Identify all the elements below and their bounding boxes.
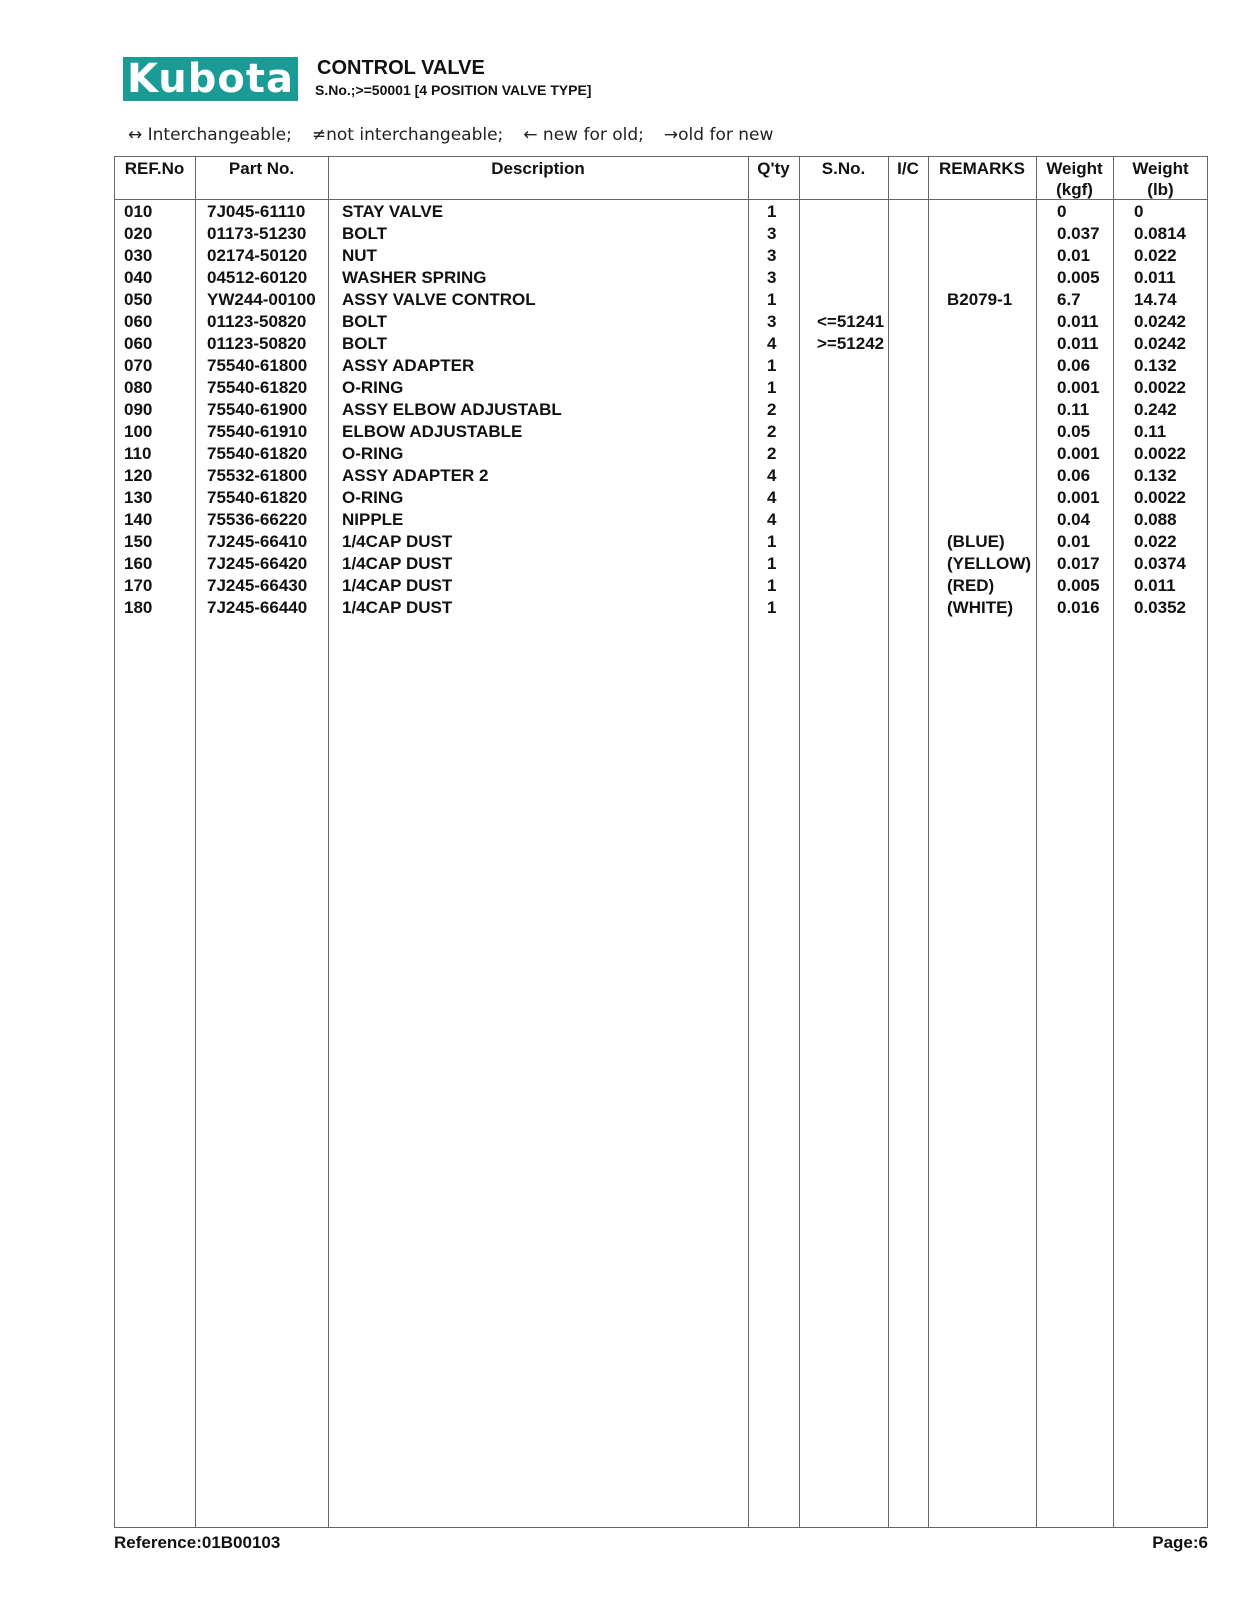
part-number-cell: YW244-00100	[207, 290, 316, 309]
quantity-cell: 3	[767, 246, 777, 265]
part-number-cell: 75536-66220	[207, 510, 308, 529]
description-cell: ASSY ADAPTER	[342, 356, 475, 375]
description-cell: STAY VALVE	[342, 202, 444, 221]
part-number-cell: 75540-61800	[207, 356, 308, 375]
quantity-cell: 1	[767, 290, 777, 309]
quantity-cell: 1	[767, 356, 777, 375]
quantity-cell: 2	[767, 400, 777, 419]
table-row	[114, 267, 1208, 289]
description-cell: 1/4CAP DUST	[342, 576, 453, 595]
description-cell: ELBOW ADJUSTABLE	[342, 422, 523, 441]
part-number-cell: 7J045-61110	[207, 202, 306, 221]
ref-cell: 090	[124, 400, 153, 419]
quantity-cell: 4	[767, 488, 777, 507]
description-cell: ASSY ADAPTER 2	[342, 466, 489, 485]
table-row	[114, 575, 1208, 597]
legend-not-interchangeable: ≠not interchangeable;	[311, 125, 504, 145]
interchangeability-legend	[128, 125, 793, 145]
table-row	[114, 487, 1208, 509]
quantity-cell: 3	[767, 224, 777, 243]
weight-lb-cell: 0.132	[1134, 356, 1177, 375]
weight-lb-label: Weight	[1132, 159, 1189, 178]
weight-kgf-cell: 0.04	[1057, 510, 1091, 529]
quantity-cell: 1	[767, 202, 777, 221]
weight-lb-cell: 0.0242	[1134, 312, 1186, 331]
ref-cell: 030	[124, 246, 153, 265]
ref-cell: 140	[124, 510, 153, 529]
table-row	[114, 377, 1208, 399]
ref-cell: 150	[124, 532, 153, 551]
part-number-cell: 75540-61820	[207, 488, 308, 507]
weight-kgf-cell: 0.001	[1057, 378, 1100, 397]
part-number-cell: 7J245-66440	[207, 598, 308, 617]
part-number-cell: 01123-50820	[207, 312, 307, 331]
kubota-logo: Kubota	[123, 57, 298, 101]
part-number-cell: 75532-61800	[207, 466, 308, 485]
weight-kgf-cell: 0.037	[1057, 224, 1100, 243]
table-row	[114, 289, 1208, 311]
weight-kgf-cell: 0.06	[1057, 356, 1091, 375]
weight-kgf-cell: 0.01	[1057, 246, 1091, 265]
weight-kgf-cell: 0.011	[1057, 312, 1099, 331]
quantity-cell: 1	[767, 378, 777, 397]
ref-cell: 060	[124, 312, 153, 331]
description-cell: ASSY VALVE CONTROL	[342, 290, 536, 309]
weight-kgf-cell: 0.001	[1057, 488, 1100, 507]
table-row	[114, 223, 1208, 245]
table-row	[114, 465, 1208, 487]
quantity-cell: 4	[767, 510, 777, 529]
weight-lb-cell: 0.011	[1134, 268, 1176, 287]
part-number-cell: 01173-51230	[207, 224, 307, 243]
page-number: Page:6	[1152, 1533, 1208, 1552]
column-header-description: Description	[491, 159, 585, 178]
weight-lb-cell: 0.011	[1134, 576, 1176, 595]
weight-kgf-cell: 0.017	[1057, 554, 1100, 573]
weight-lb-cell: 14.74	[1134, 290, 1177, 309]
ref-cell: 060	[124, 334, 153, 353]
description-cell: WASHER SPRING	[342, 268, 487, 287]
serial-number-cell: <=51241	[817, 312, 885, 331]
weight-kgf-cell: 0.005	[1057, 576, 1100, 595]
column-header-sno: S.No.	[821, 159, 866, 178]
quantity-cell: 3	[767, 312, 777, 331]
remarks-cell: (WHITE)	[947, 598, 1014, 617]
table-row	[114, 333, 1208, 355]
remarks-cell: B2079-1	[947, 290, 1013, 309]
weight-kgf-cell: 0.005	[1057, 268, 1100, 287]
ref-cell: 180	[124, 598, 153, 617]
ref-cell: 110	[124, 444, 152, 463]
description-cell: NUT	[342, 246, 377, 265]
description-cell: ASSY ELBOW ADJUSTABL	[342, 400, 562, 419]
description-cell: BOLT	[342, 334, 388, 353]
part-number-cell: 02174-50120	[207, 246, 308, 265]
weight-lb-cell: 0.0022	[1134, 488, 1186, 507]
part-number-cell: 7J245-66420	[207, 554, 308, 573]
table-row	[114, 443, 1208, 465]
remarks-cell: (YELLOW)	[947, 554, 1032, 573]
weight-lb-cell: 0.022	[1134, 246, 1177, 265]
quantity-cell: 1	[767, 576, 777, 595]
weight-lb-cell: 0.0242	[1134, 334, 1186, 353]
column-header-part: Part No.	[228, 159, 295, 178]
weight-kgf-label: Weight	[1046, 159, 1103, 178]
serial-number-cell: >=51242	[817, 334, 885, 353]
column-header-qty: Q'ty	[757, 159, 790, 178]
weight-lb-cell: 0.132	[1134, 466, 1177, 485]
description-cell: 1/4CAP DUST	[342, 598, 453, 617]
quantity-cell: 1	[767, 532, 777, 551]
table-row	[114, 355, 1208, 377]
weight-lb-cell: 0.0814	[1134, 224, 1186, 243]
weight-lb-cell: 0.11	[1134, 422, 1167, 441]
table-row	[114, 245, 1208, 267]
weight-lb-cell: 0.0022	[1134, 444, 1186, 463]
page-title: CONTROL VALVE	[317, 57, 485, 79]
ref-cell: 120	[124, 466, 153, 485]
ref-cell: 160	[124, 554, 153, 573]
table-row	[114, 531, 1208, 553]
quantity-cell: 2	[767, 444, 777, 463]
ref-cell: 080	[124, 378, 153, 397]
weight-lb-cell: 0.022	[1134, 532, 1177, 551]
table-row	[114, 509, 1208, 531]
table-row	[114, 597, 1208, 619]
weight-lb-cell: 0.0374	[1134, 554, 1186, 573]
column-header-weight-kgf	[1036, 158, 1113, 200]
table-row	[114, 421, 1208, 443]
table-row	[114, 399, 1208, 421]
weight-kgf-unit: (kgf)	[1056, 180, 1093, 199]
remarks-cell: (BLUE)	[947, 532, 1005, 551]
ref-cell: 130	[124, 488, 153, 507]
part-number-cell: 01123-50820	[207, 334, 307, 353]
ref-cell: 170	[124, 576, 153, 595]
remarks-cell: (RED)	[947, 576, 995, 595]
quantity-cell: 1	[767, 598, 777, 617]
column-header-ref: REF.No	[124, 159, 185, 178]
ref-cell: 020	[124, 224, 153, 243]
weight-kgf-cell: 0.05	[1057, 422, 1091, 441]
description-cell: 1/4CAP DUST	[342, 554, 453, 573]
quantity-cell: 4	[767, 466, 777, 485]
ref-cell: 050	[124, 290, 153, 309]
table-row	[114, 553, 1208, 575]
description-cell: O-RING	[342, 378, 404, 397]
weight-kgf-cell: 0.016	[1057, 598, 1100, 617]
ref-cell: 040	[124, 268, 153, 287]
parts-table-body	[114, 201, 1208, 619]
part-number-cell: 04512-60120	[207, 268, 308, 287]
weight-lb-unit: (lb)	[1147, 180, 1174, 199]
quantity-cell: 1	[767, 554, 777, 573]
weight-kgf-cell: 0.001	[1057, 444, 1100, 463]
description-cell: 1/4CAP DUST	[342, 532, 453, 551]
table-row	[114, 311, 1208, 333]
quantity-cell: 4	[767, 334, 777, 353]
weight-kgf-cell: 0	[1057, 202, 1067, 221]
weight-lb-cell: 0.088	[1134, 510, 1177, 529]
table-row	[114, 201, 1208, 223]
weight-kgf-cell: 0.11	[1057, 400, 1090, 419]
weight-lb-cell: 0.242	[1134, 400, 1177, 419]
part-number-cell: 7J245-66430	[207, 576, 308, 595]
weight-lb-cell: 0.0352	[1134, 598, 1186, 617]
part-number-cell: 75540-61820	[207, 378, 308, 397]
part-number-cell: 7J245-66410	[207, 532, 308, 551]
weight-lb-cell: 0.0022	[1134, 378, 1186, 397]
column-header-remarks: REMARKS	[939, 159, 1025, 178]
ref-cell: 100	[124, 422, 153, 441]
description-cell: O-RING	[342, 444, 404, 463]
ref-cell: 010	[124, 202, 153, 221]
page-subtitle: S.No.;>=50001 [4 POSITION VALVE TYPE]	[315, 82, 592, 98]
weight-kgf-cell: 0.01	[1057, 532, 1091, 551]
part-number-cell: 75540-61910	[207, 422, 308, 441]
ref-cell: 070	[124, 356, 153, 375]
weight-lb-cell: 0	[1134, 202, 1144, 221]
quantity-cell: 2	[767, 422, 777, 441]
part-number-cell: 75540-61900	[207, 400, 308, 419]
description-cell: BOLT	[342, 312, 388, 331]
description-cell: O-RING	[342, 488, 404, 507]
weight-kgf-cell: 0.06	[1057, 466, 1091, 485]
column-header-ic: I/C	[897, 159, 919, 178]
weight-kgf-cell: 6.7	[1057, 290, 1081, 309]
reference-number: Reference:01B00103	[114, 1533, 281, 1552]
column-header-weight-lb	[1113, 158, 1208, 200]
legend-interchangeable: ↔ Interchangeable;	[128, 125, 292, 145]
description-cell: NIPPLE	[342, 510, 404, 529]
legend-old-for-new: →old for new	[663, 125, 774, 145]
part-number-cell: 75540-61820	[207, 444, 308, 463]
description-cell: BOLT	[342, 224, 388, 243]
legend-new-for-old: ← new for old;	[523, 125, 644, 145]
quantity-cell: 3	[767, 268, 777, 287]
weight-kgf-cell: 0.011	[1057, 334, 1099, 353]
